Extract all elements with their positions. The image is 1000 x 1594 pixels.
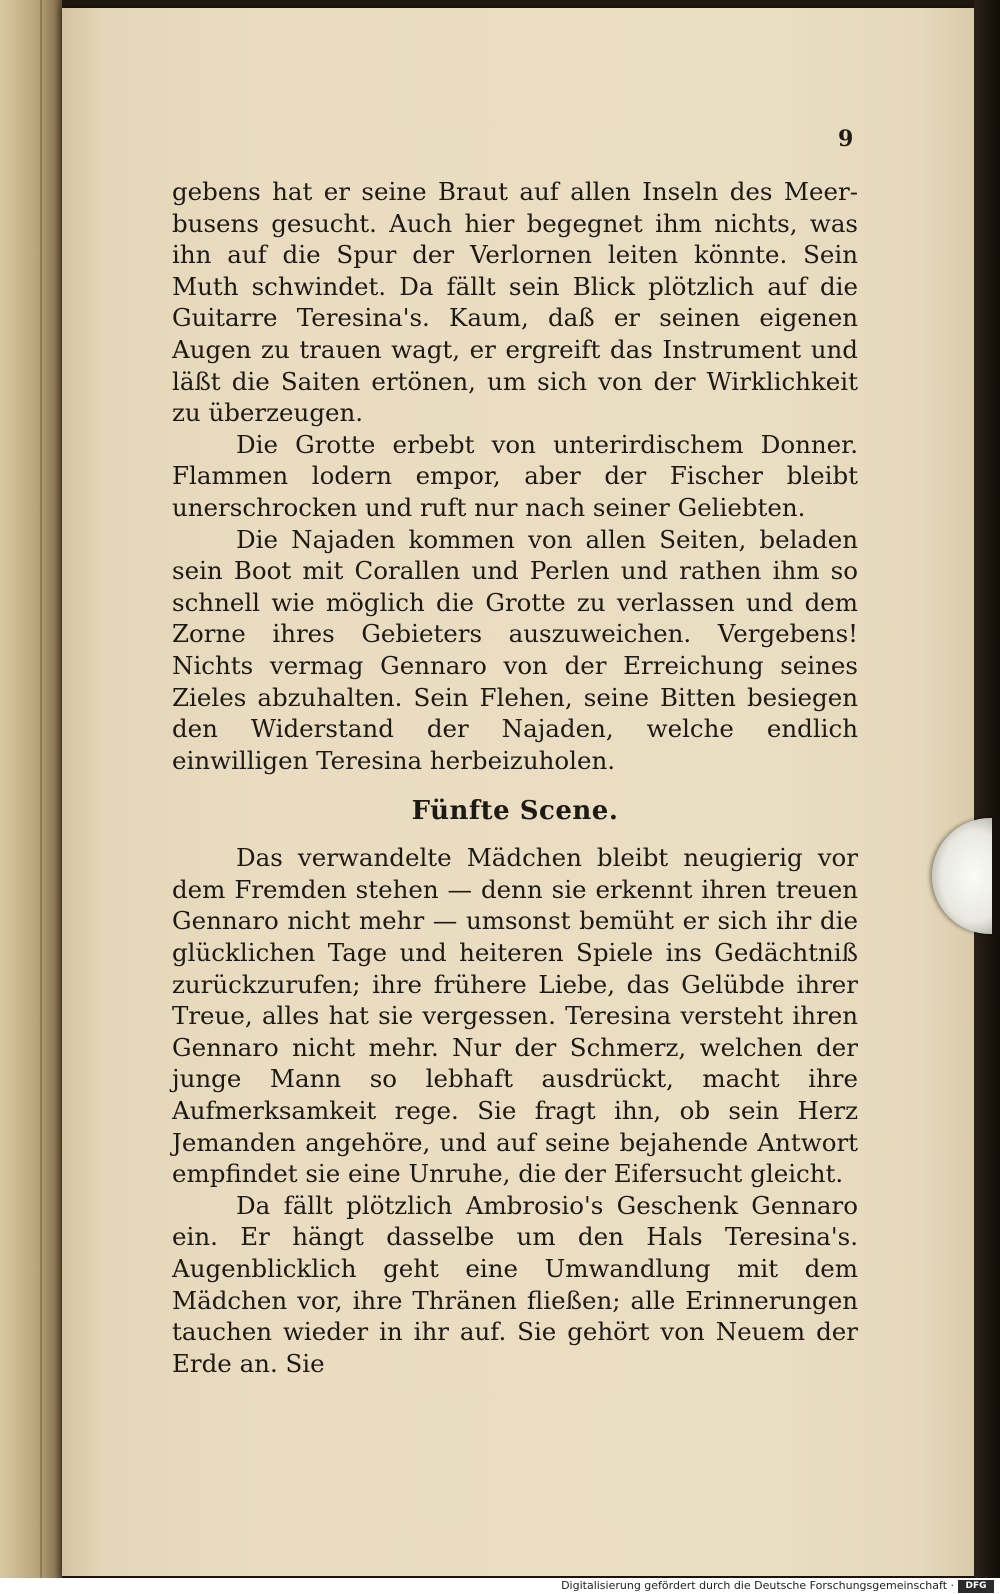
dfg-logo-icon: DFG [958,1580,994,1593]
paragraph-4: Das verwandelte Mädchen bleibt neugierig vor dem Fremden stehen — denn sie erkennt ihren treuen Gennaro nicht mehr — umsonst bemüht er sich ihr die glücklichen Tage und heiteren Spiele ins Gedächtniß zurückzurufen; ihre frühere Liebe, das Gelübde ihrer Treue, alles hat sie vergessen. Teresina versteht ihren Gennaro nicht mehr. Nur der Schmerz, welchen der junge Mann so lebhaft ausdrückt, macht ihre Aufmerksamkeit rege. Sie fragt ihn, ob sein Herz Jemanden angehöre, und auf seine bejahende Antwort empfindet sie eine Unruhe, die der Eifersucht gleicht. [172,843,858,1189]
section-heading: Fünfte Scene. [411,796,619,827]
body-text [172,176,858,1379]
paragraph-1: gebens hat er seine Braut auf allen Inseln des Meerbusens gesucht. Auch hier begegnet ihm nichts, was ihn auf die Spur der Verlornen leiten könnte. Sein Muth schwindet. Da fällt sein Blick plötzlich auf die Guitarre Teresina's. Kaum, daß er seinen eigenen Augen zu trauen wagt, er ergreift das Instrument und läßt die Saiten ertönen, um sich von der Wirklichkeit zu überzeugen. [172,177,858,428]
gutter-fold-line [40,0,42,1594]
book-gutter [0,0,62,1594]
footer-credit: Digitalisierung gefördert durch die Deutsche Forschungsgemeinschaft · [561,1579,954,1592]
footer-bar [0,1578,1000,1594]
page-right-edge [974,0,1000,1594]
paragraph-2: Die Grotte erbebt von unterirdischem Donner. Flammen lodern empor, aber der Fischer bleibt unerschrocken und ruft nur nach seiner Geliebten. [172,429,858,522]
paragraph-5: Da fällt plötzlich Ambrosio's Geschenk Gennaro ein. Er hängt dasselbe um den Hals Teresina's. Augenblicklich geht eine Umwandlung mit dem Mädchen vor, ihre Thränen fließen; alle Erinnerungen tauchen wieder in ihr auf. Sie gehört von Neuem der Erde an. Sie [172,1190,858,1378]
paragraph-3: Die Najaden kommen von allen Seiten, beladen sein Boot mit Corallen und Perlen und rathen ihm so schnell wie möglich die Grotte zu verlassen und dem Zorne ihres Gebieters auszuweichen. Vergebens! Nichts vermag Gennaro von der Erreichung seines Zieles abzuhalten. Sein Flehen, seine Bitten besiegen den Widerstand der Najaden, welche endlich einwilligen Teresina herbeizuholen. [172,524,858,775]
page-number: 9 [838,126,854,152]
